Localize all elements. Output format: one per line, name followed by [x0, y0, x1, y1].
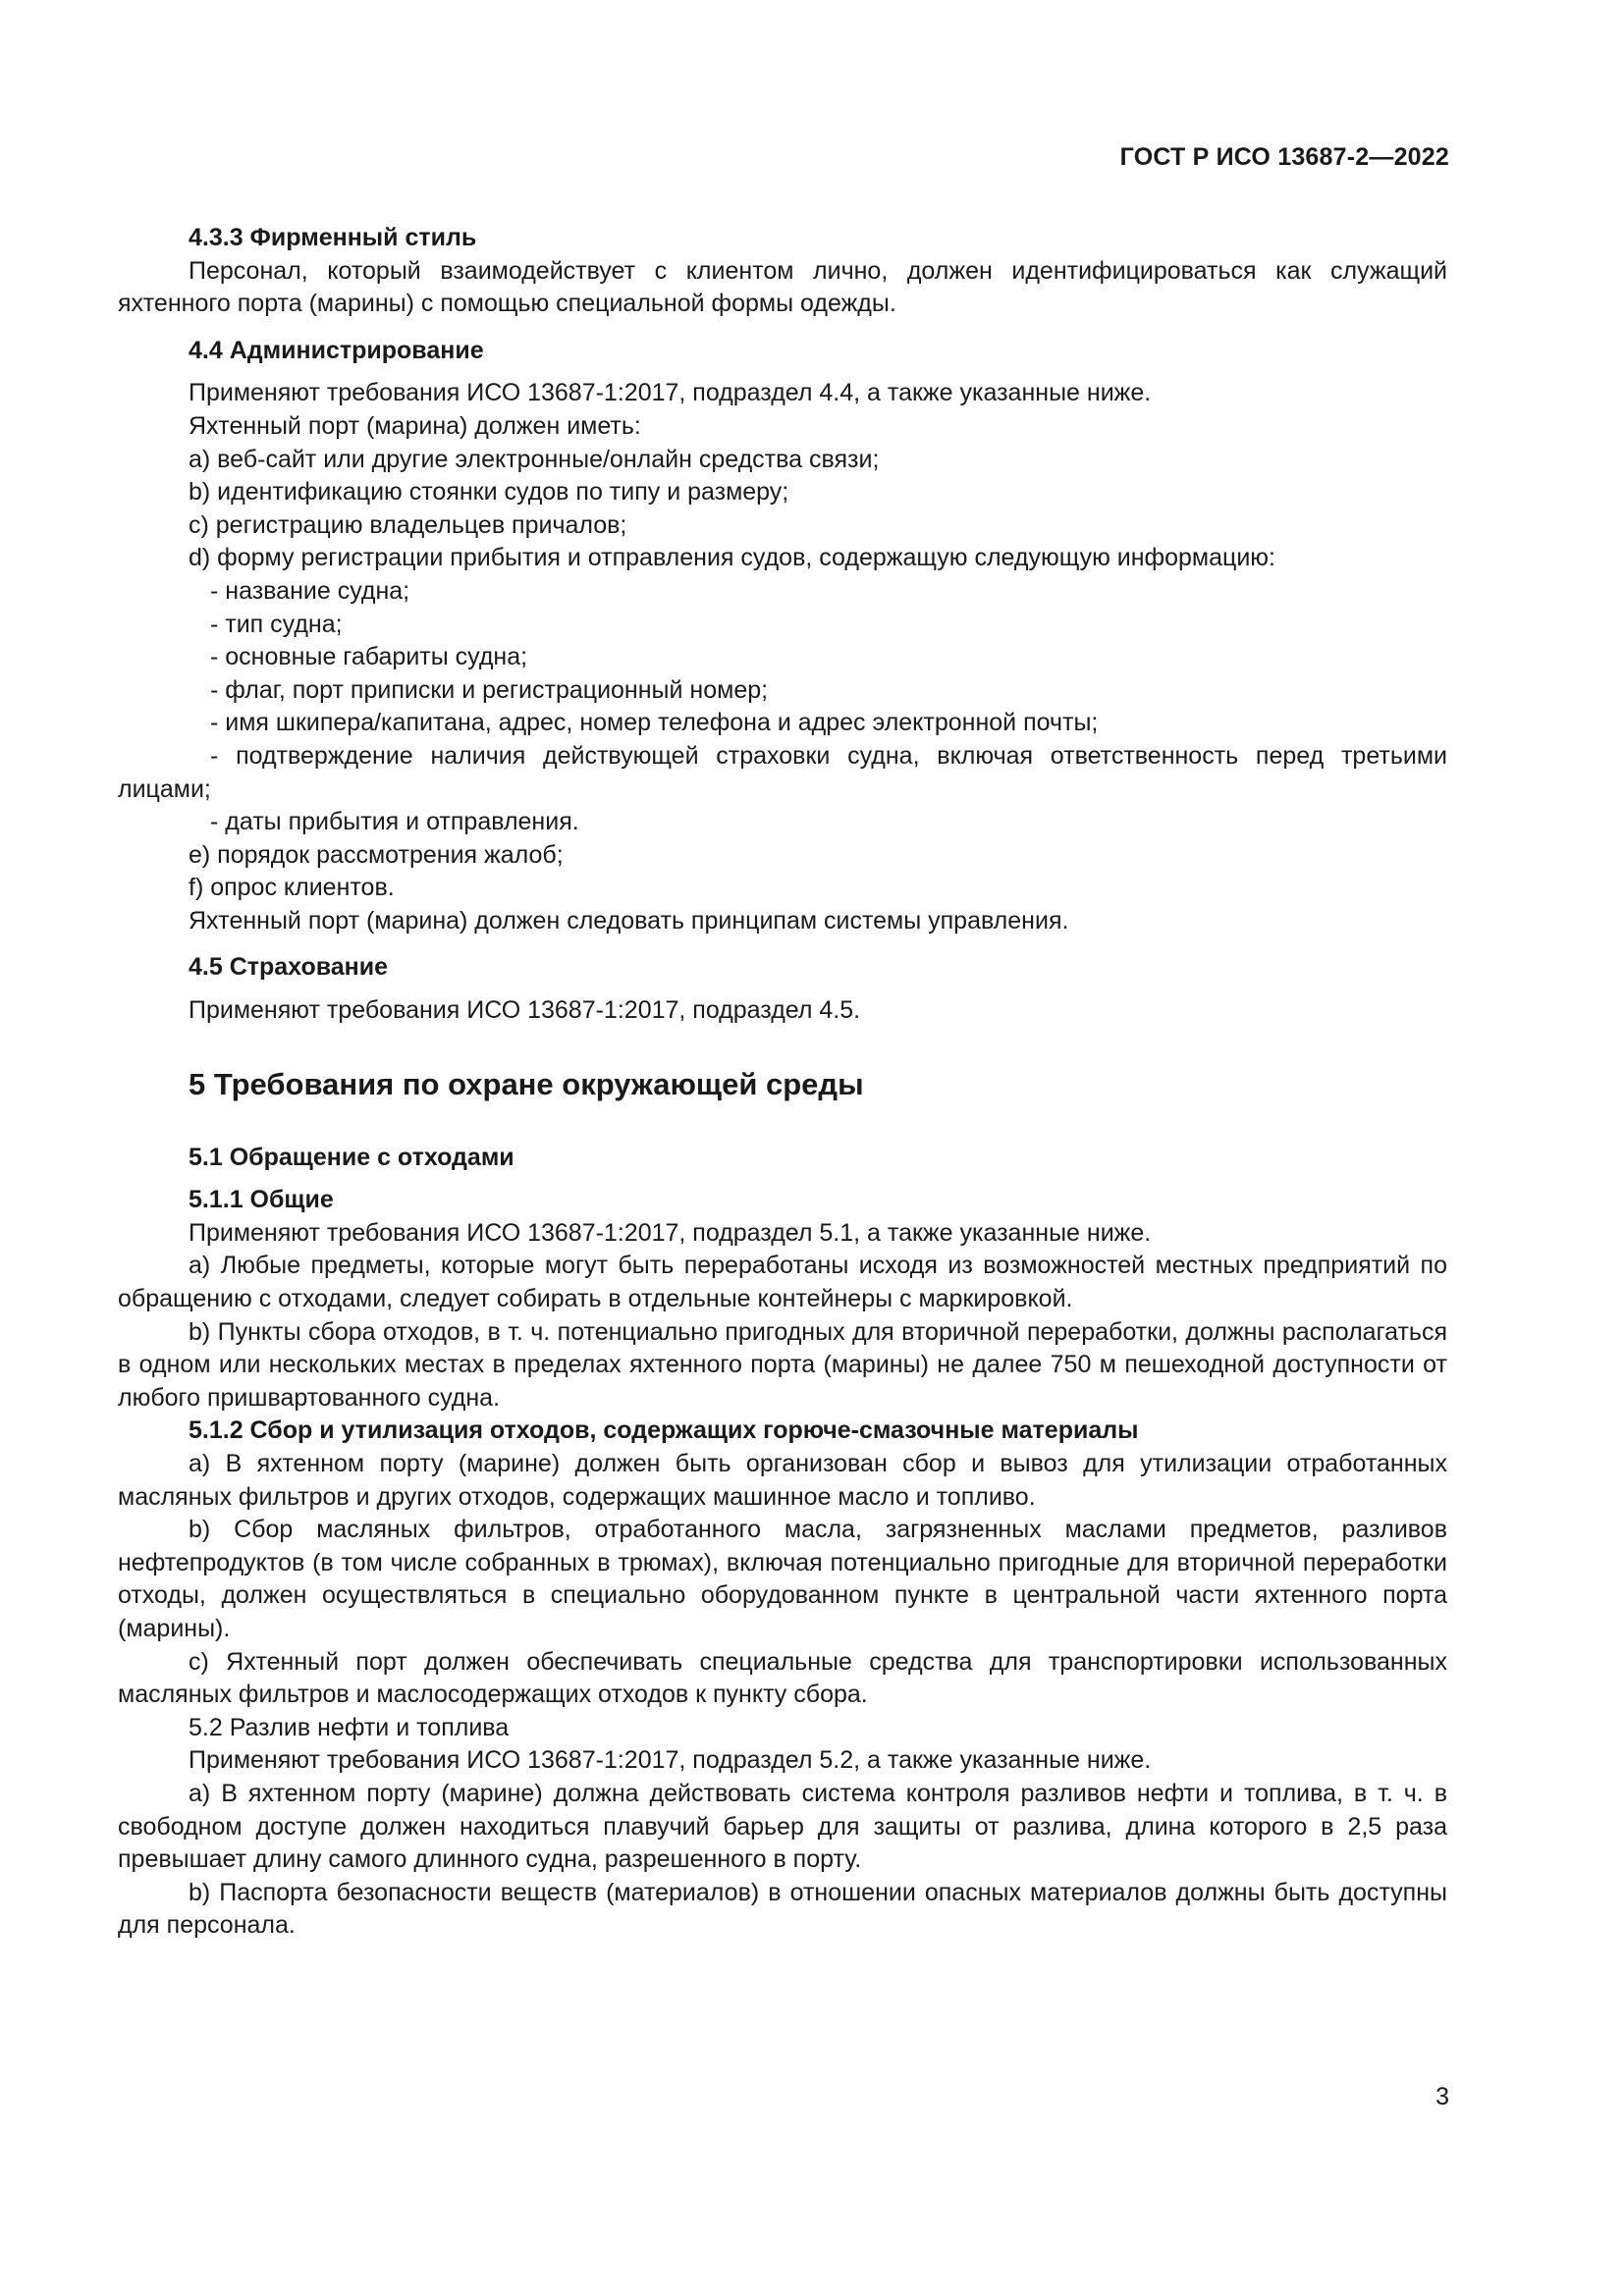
- paragraph-5-2-b: b) Паспорта безопасности веществ (материалов) в отношении опасных материалов должны быть доступны для персонала.: [118, 1878, 1447, 1940]
- heading-5-1-1: 5.1.1 Общие: [189, 1186, 334, 1214]
- paragraph-5-1-2-a: a) В яхтенном порту (марине) должен быть организован сбор и вывоз для утилизации отработанных масляных фильтров и других отходов, содержащих машинное масло и топливо.: [118, 1450, 1447, 1511]
- sub-item-vessel-name: - название судна;: [210, 576, 410, 605]
- paragraph-4-3-3: Персонал, который взаимодействует с клиентом лично, должен идентифицироваться как служащий яхтенного порта (марины) с помощью специальной формы одежды.: [118, 256, 1447, 318]
- paragraph-5-1-2-c: c) Яхтенный порт должен обеспечивать специальные средства для транспортировки использованных масляных фильтров и маслосодержащих отходов к пункту сбора.: [118, 1647, 1447, 1709]
- sub-item-flag-port: - флаг, порт приписки и регистрационный номер;: [210, 675, 769, 704]
- list-item-4-4-a: a) веб-сайт или другие электронные/онлайн средства связи;: [189, 445, 880, 473]
- list-item-4-4-d: d) форму регистрации прибытия и отправления судов, содержащую следующую информацию:: [189, 544, 1275, 572]
- paragraph-5-2-a: a) В яхтенном порту (марине) должна действовать система контроля разливов нефти и топлива, в т. ч. в свободном доступе должен находиться плавучий барьер для защиты от разлива, длина которого в 2,5 раза превышает длину самого длинного судна, разрешенного в порту.: [118, 1779, 1447, 1874]
- sub-item-insurance: - подтверждение наличия действующей страховки судна, включая ответственность перед третьими лицами;: [118, 741, 1447, 803]
- list-item-4-4-b: b) идентификацию стоянки судов по типу и размеру;: [189, 478, 789, 507]
- paragraph-5-1-1-intro: Применяют требования ИСО 13687-1:2017, подраздел 5.1, а также указанные ниже.: [189, 1218, 1152, 1247]
- sub-item-vessel-type: - тип судна;: [210, 610, 343, 638]
- paragraph-5-1-1-a: a) Любые предметы, которые могут быть переработаны исходя из возможностей местных предприятий по обращению с отходами, следует собирать в отдельные контейнеры с маркировкой.: [118, 1252, 1447, 1313]
- page-number: 3: [1435, 2083, 1449, 2110]
- sub-item-dates: - даты прибытия и отправления.: [210, 808, 579, 836]
- document-body: [118, 222, 1447, 1943]
- paragraph-4-4-must-have: Яхтенный порт (марина) должен иметь:: [189, 411, 641, 440]
- heading-4-5: 4.5 Страхование: [189, 953, 389, 982]
- paragraph-5-1-1-b: b) Пункты сбора отходов, в т. ч. потенциально пригодных для вторичной переработки, должны располагаться в одном или нескольких местах в пределах яхтенного порта (марины) не далее 750 м пешеходной доступности от любого пришвартованного судна.: [118, 1317, 1447, 1412]
- heading-4-4: 4.4 Администрирование: [189, 336, 484, 364]
- list-item-4-4-c: c) регистрацию владельцев причалов;: [189, 510, 627, 539]
- paragraph-4-4-intro: Применяют требования ИСО 13687-1:2017, подраздел 4.4, а также указанные ниже.: [189, 379, 1152, 407]
- paragraph-5-2-intro: Применяют требования ИСО 13687-1:2017, подраздел 5.2, а также указанные ниже.: [189, 1746, 1152, 1775]
- list-item-4-4-e: e) порядок рассмотрения жалоб;: [189, 840, 564, 869]
- paragraph-4-4-management: Яхтенный порт (марина) должен следовать принципам системы управления.: [189, 906, 1069, 934]
- heading-4-3-3: 4.3.3 Фирменный стиль: [189, 224, 477, 251]
- heading-5-1: 5.1 Обращение с отходами: [189, 1143, 514, 1171]
- document-id-header: ГОСТ Р ИСО 13687-2—2022: [1119, 143, 1449, 171]
- list-item-4-4-f: f) опрос клиентов.: [189, 874, 395, 902]
- sub-item-vessel-dimensions: - основные габариты судна;: [210, 643, 528, 671]
- heading-5-1-2: 5.1.2 Сбор и утилизация отходов, содержащих горюче-смазочные материалы: [189, 1416, 1139, 1445]
- heading-5-2: 5.2 Разлив нефти и топлива: [189, 1713, 510, 1741]
- paragraph-4-5: Применяют требования ИСО 13687-1:2017, подраздел 4.5.: [189, 996, 861, 1025]
- heading-5: 5 Требования по охране окружающей среды: [189, 1066, 864, 1101]
- paragraph-5-1-2-b: b) Сбор масляных фильтров, отработанного масла, загрязненных маслами предметов, разливов нефтепродуктов (в том числе собранных в трюмах), включая потенциально пригодные для вторичной переработки отходы, должен осуществляться в специально оборудованном пункте в центральной части яхтенного порта (марины).: [118, 1516, 1447, 1642]
- sub-item-skipper-contacts: - имя шкипера/капитана, адрес, номер телефона и адрес электронной почты;: [210, 709, 1099, 737]
